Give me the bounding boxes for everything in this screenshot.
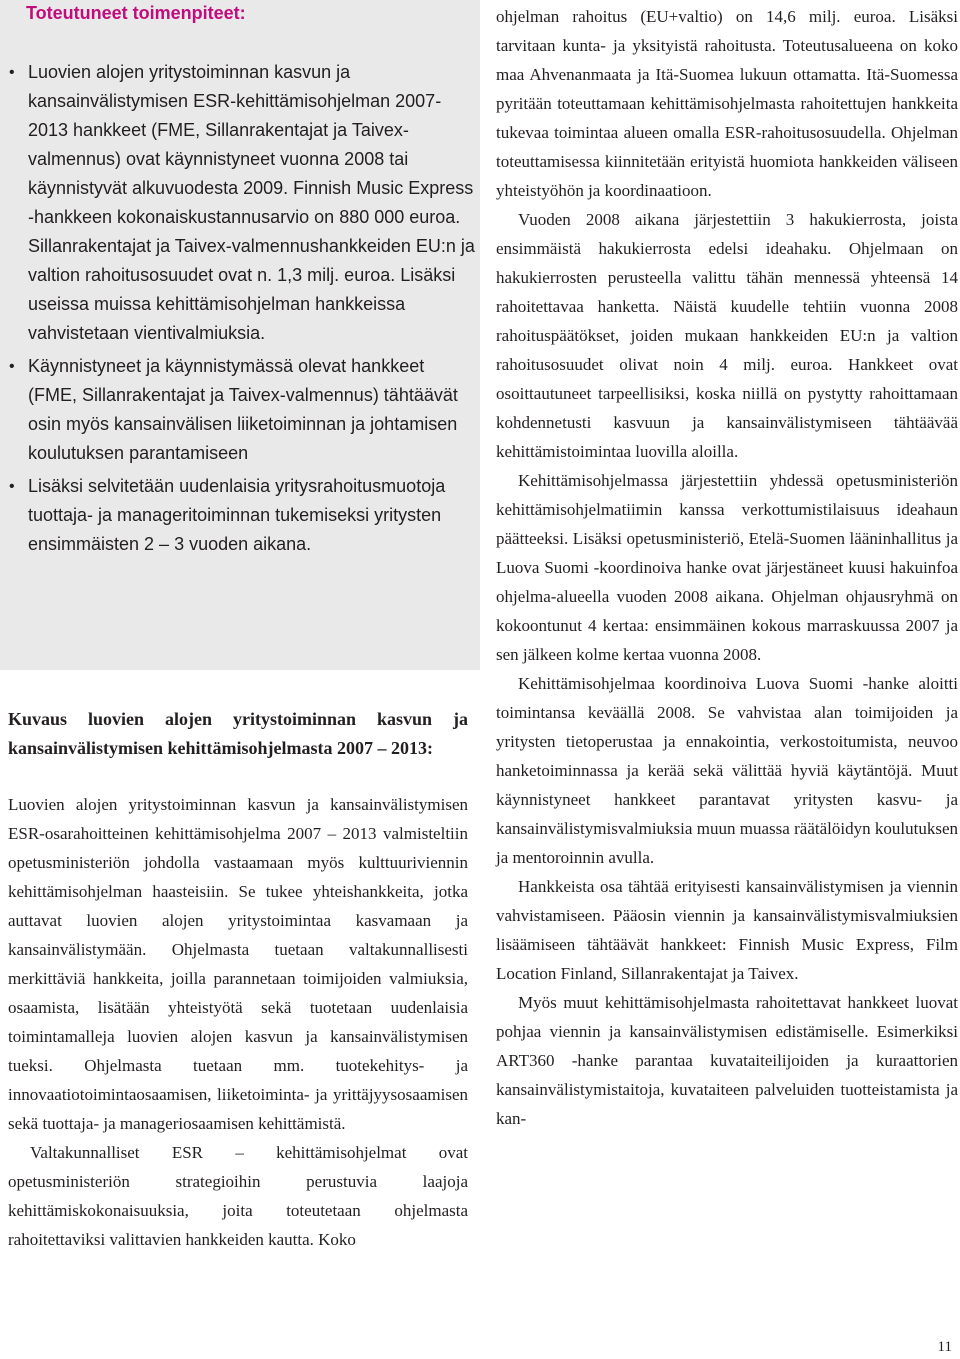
bullet-item [0,352,476,468]
bullet-dot-icon: • [9,358,15,375]
box-heading: Toteutuneet toimenpiteet: [26,3,246,23]
bullet-item [0,472,476,559]
paragraph: Vuoden 2008 aikana järjestettiin 3 hakukierrosta, joista ensimmäistä hakukierrosta edelsi ideahaku. Ohjelmaan on hakukierrosten perusteella valittu tähän mennessä yhteensä 14 rahoitettavaa hanketta. Näistä kuudelle tehtiin vuonna 2008 rahoituspäätökset, joiden mukaan hankkeiden EU:n ja valtion rahoitusosuudet olivat noin 4 milj. euroa. Hankkeet ovat osoittautuneet tarpeellisiksi, koska niillä on pystytty rahoittamaan kohdennetusti kasvuun ja kansainvälistymiseen tähtäävää kehittämistoimintaa luovilla aloilla. [496,210,958,461]
paragraph: Luovien alojen yritystoiminnan kasvun ja kansainvälistymisen ESR-osarahoitteinen kehittämisohjelma 2007 – 2013 valmisteltiin opetusministeriön johdolla vastaamaan myös kulttuuriviennin kehittämisohjelman haasteisiin. Se tukee yhteishankkeita, jotka auttavat luovien alojen yritystoimintaa kasvamaan ja kansainvälistymään. Ohjelmasta tuetaan valtakunnallisesti merkittäviä hankkeita, joilla parannetaan toimijoiden valmiuksia, osaamista, lisätään yhteistyötä sekä tuotetaan uudenlaisia toimintamalleja luovien alojen kasvun ja kansainvälistymisen tueksi. Ohjelmasta tuetaan mm. tuotekehitys- ja innovaatiotoimintaosaamisen, liiketoiminta- ja yrittäjyysosaamisen sekä tuottaja- ja manageriosaamisen kehittämistä. [8,795,468,1133]
paragraph: Kehittämisohjelmaa koordinoiva Luova Suomi -hanke aloitti toimintansa keväällä 2008. Se vahvistaa alan toimijoiden ja yritysten tietoperustaa ja ennakointia, verkostoitumista, neuvoo hanketoiminnassa ja kerää sekä välittää hyviä käytäntöjä. Muut käynnistyneet hankkeet parantavat yritysten kasvu- ja kansainvälistymisvalmiuksia muun muassa räätälöidyn koulutuksen ja mentoroinnin avulla. [496,674,958,867]
bullet-item [0,58,476,348]
paragraph: Myös muut kehittämisohjelmasta rahoitettavat hankkeet luovat pohjaa viennin ja kansainvälistymisen edistämiselle. Esimerkiksi ART360 -hanke parantaa kuvataiteilijoiden ja kuraattorien kansainvälistymistaitoja, kuvataiteen palveluiden tuotteistamista ja kan- [496,993,958,1128]
paragraph: Kehittämisohjelmassa järjestettiin yhdessä opetusministeriön kehittämisohjelmatiimin kanssa verkottumistilaisuus ideahaun päätteeksi. Lisäksi opetusministeriö, Etelä-Suomen lääninhallitus ja Luova Suomi -koordinoiva hanke ovat järjestäneet kuusi hakuinfoa ohjelma-alueella vuoden 2008 aikana. Ohjelman ohjausryhmä on kokoontunut 4 kertaa: ensimmäinen kokous marraskuussa 2007 ja sen jälkeen kolme kertaa vuonna 2008. [496,471,958,664]
bullet-text: Lisäksi selvitetään uudenlaisia yritysrahoitusmuotoja tuottaja- ja manageritoiminnan tukemiseksi yritysten ensimmäisten 2 – 3 vuoden aikana. [28,476,446,554]
page-number: 11 [937,1339,952,1355]
bullet-text: Käynnistyneet ja käynnistymässä olevat hankkeet (FME, Sillanrakentajat ja Taivex-valmennus) tähtäävät osin myös kansainvälisen liiketoiminnan ja johtamisen koulutuksen parantamiseen [28,356,458,463]
paragraph: ohjelman rahoitus (EU+valtio) on 14,6 milj. euroa. Lisäksi tarvitaan kunta- ja yksityistä rahoitusta. Toteutusalueena on koko maa Ahvenanmaata ja Itä-Suomea lukuun ottamatta. Itä-Suomessa pyritään toteuttamaan kehittämisohjelmasta rahoitettujen hankkeita tukevaa toimintaa alueen omalla ESR-rahoitusosuudella. Ohjelman toteuttamisessa kiinnitetään erityistä huomiota hankkeiden väliseen yhteistyöhön ja koordinaatioon. [496,7,958,200]
bullet-list [0,58,476,563]
bullet-dot-icon: • [9,64,15,81]
paragraph: Hankkeista osa tähtää erityisesti kansainvälistymisen ja viennin vahvistamiseen. Pääosin viennin ja kansainvälistymisvalmiuksien lisäämiseen tähtäävät hankkeet: Finnish Music Express, Film Location Finland, Sillanrakentajat ja Taivex. [496,877,958,983]
paragraph: Valtakunnalliset ESR – kehittämisohjelmat ovat opetusministeriön strategioihin perustuvia laajoja kehittämiskokonaisuuksia, joita toteutetaan ohjelmasta rahoitettaviksi valittavien hankkeiden kautta. Koko [8,1143,468,1249]
left-column-body [8,790,468,1254]
bullet-text: Luovien alojen yritystoiminnan kasvun ja kansainvälistymisen ESR-kehittämisohjelman 2007-2013 hankkeet (FME, Sillanrakentajat ja Taivex-valmennus) ovat käynnistyneet vuonna 2008 tai käynnistyvät alkuvuodesta 2009. Finnish Music Express -hankkeen kokonaiskustannusarvio on 880 000 euroa. Sillanrakentajat ja Taivex-valmennushankkeiden EU:n ja valtion rahoitusosuudet ovat n. 1,3 milj. euroa. Lisäksi useissa muissa kehittämisohjelman hankkeissa vahvistetaan vientivalmiuksia. [28,62,475,343]
section-heading: Kuvaus luovien alojen yritystoiminnan kasvun ja kansainvälistymisen kehittämisohjelmasta 2007 – 2013: [8,709,468,758]
bullet-dot-icon: • [9,478,15,495]
right-column-body [496,2,958,1133]
